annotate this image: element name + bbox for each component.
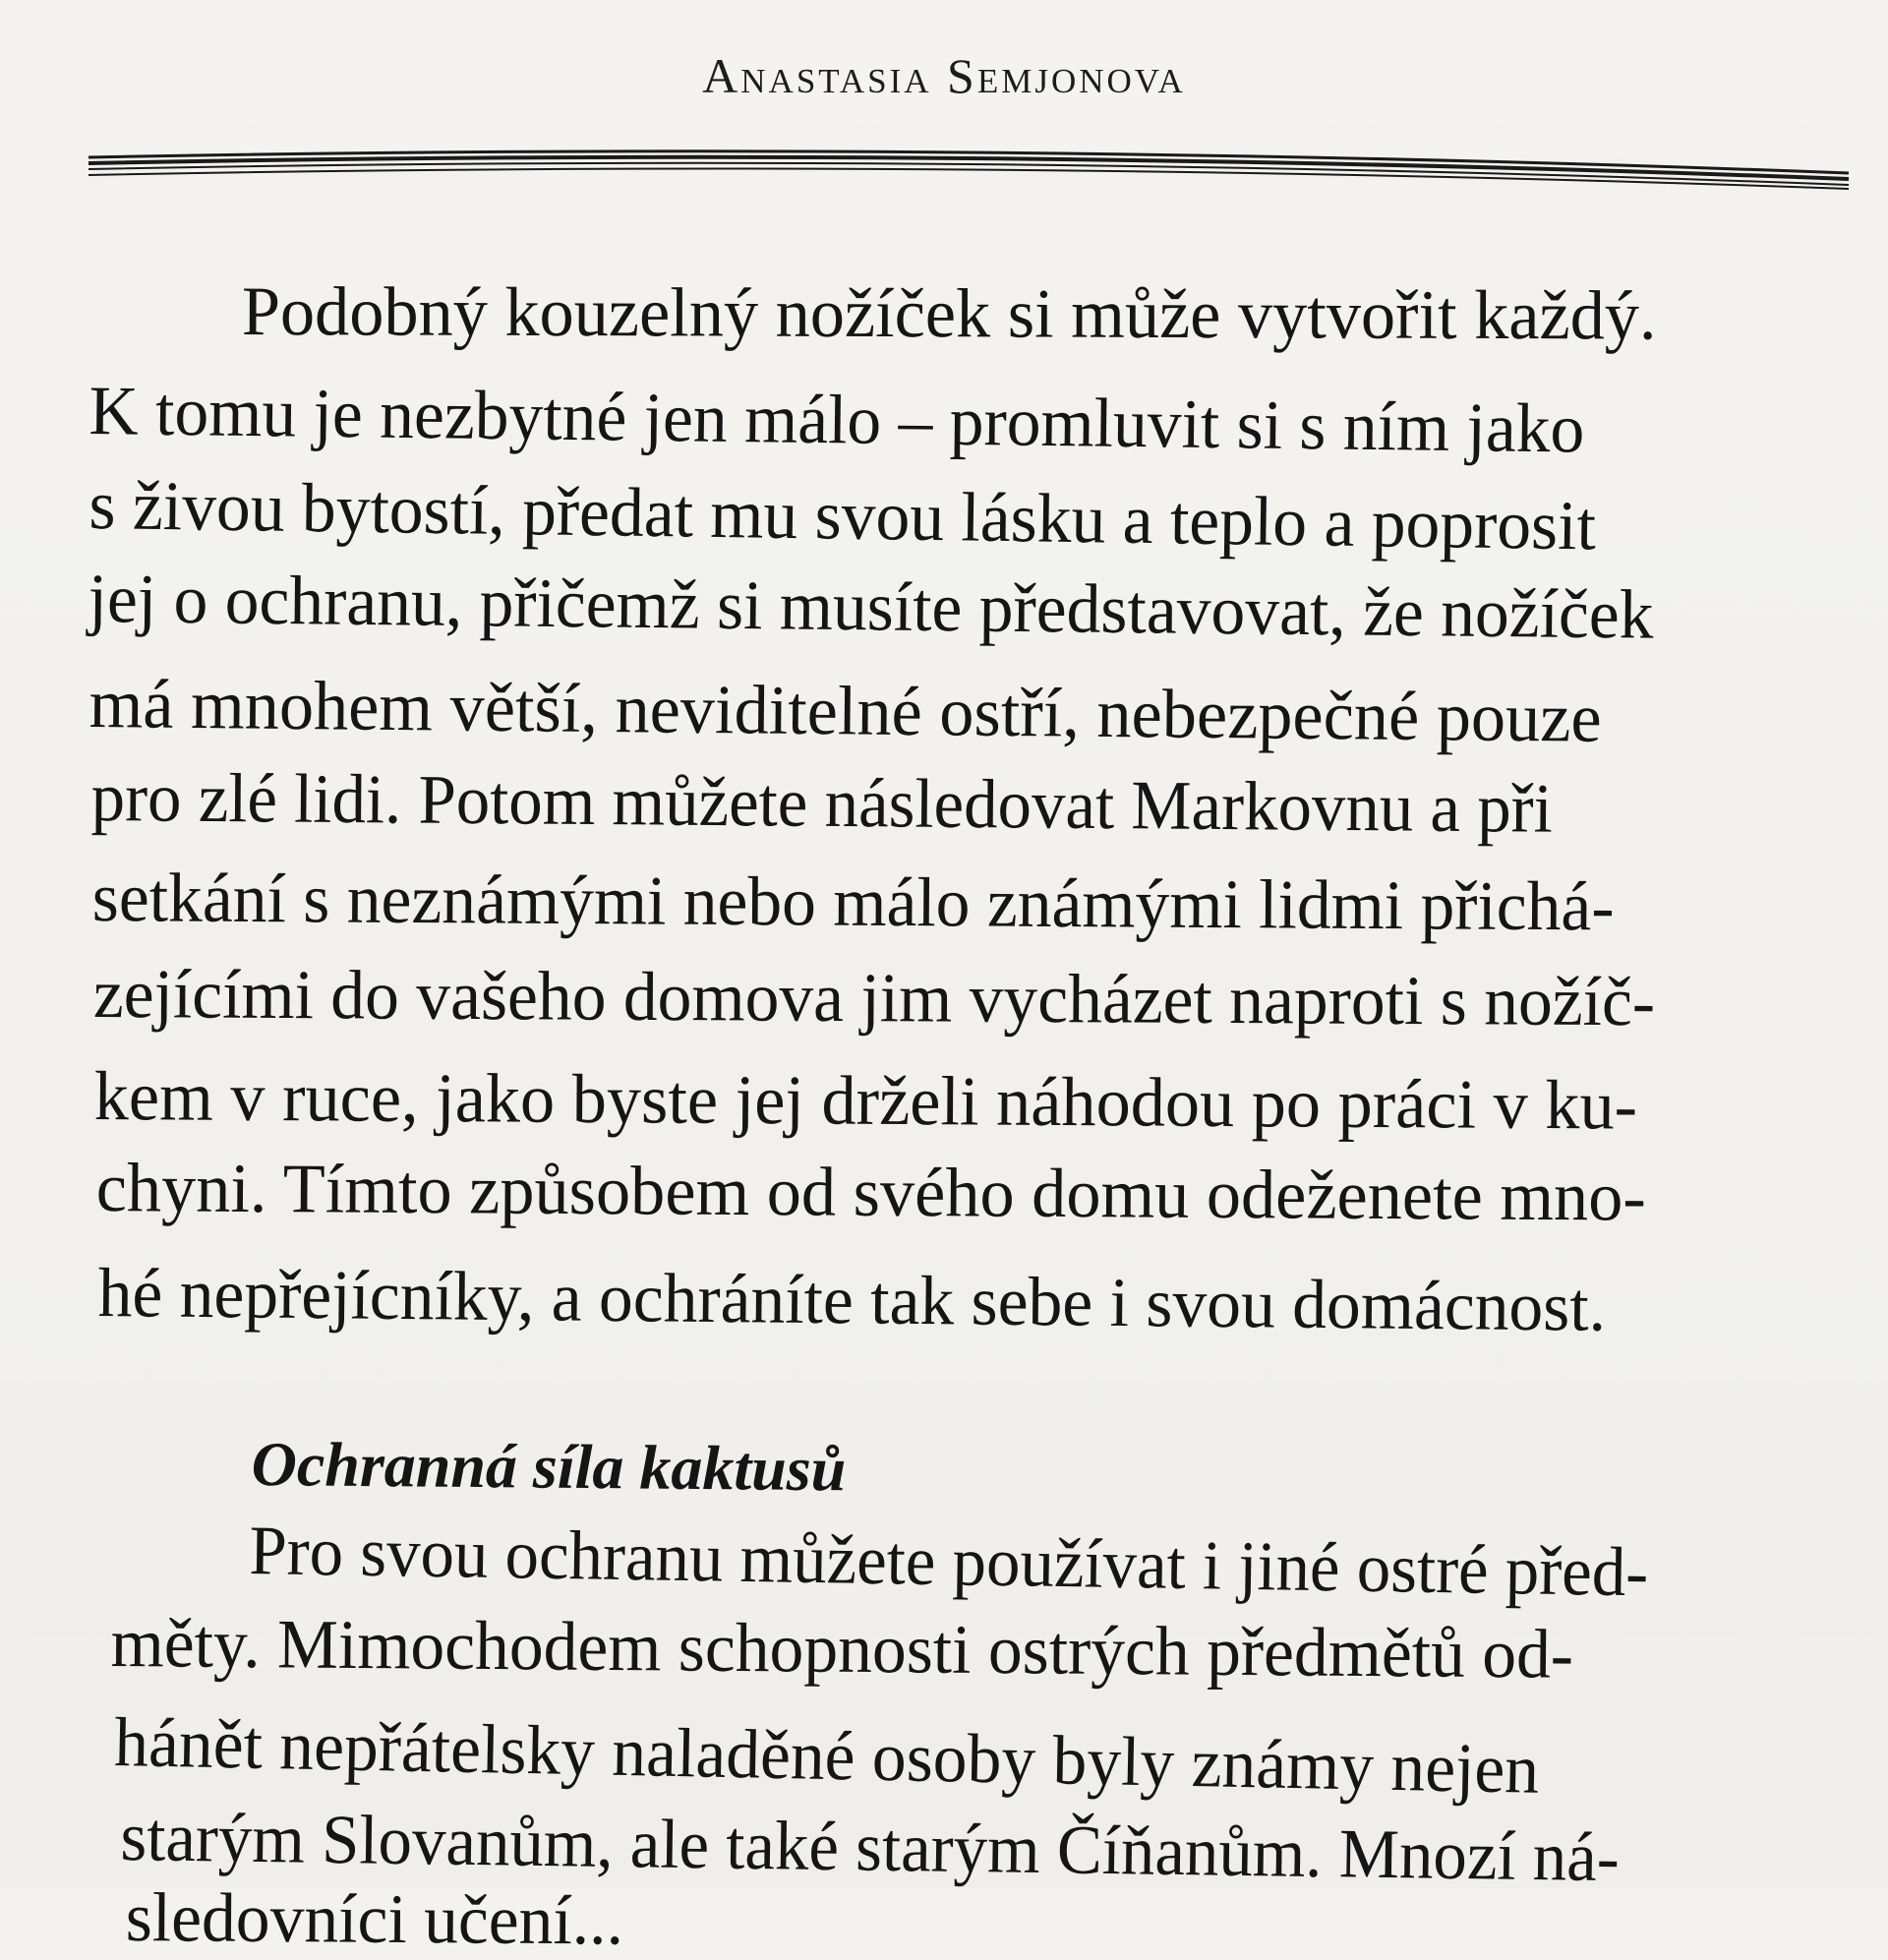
paragraph-1-line: chyni. Tímto způsobem od svého domu odeženete mno-: [95, 1150, 1646, 1236]
paragraph-1-line: setkání s neznámými nebo málo známými lidmi přichá-: [91, 860, 1615, 946]
paragraph-1-line: má mnohem větší, neviditelné ostří, nebezpečné pouze: [88, 666, 1603, 757]
paragraph-1-line: hé nepřejícníky, a ochráníte tak sebe i svou domácnost.: [97, 1255, 1607, 1346]
paragraph-2-line: starým Slovanům, ale také starým Číňanům. Mnozí ná-: [119, 1799, 1621, 1897]
paragraph-1-line: pro zlé lidi. Potom můžete následovat Markovnu a při: [90, 759, 1554, 848]
paragraph-1-line: s živou bytostí, předat mu svou lásku a teplo a poprosit: [88, 467, 1597, 565]
paragraph-1-line: K tomu je nezbytné jen málo – promluvit si s ním jako: [88, 373, 1585, 468]
paragraph-1-line: kem v ruce, jako byste jej drželi náhodou po práci v ku-: [93, 1058, 1638, 1145]
section-heading: Ochranná síla kaktusů: [251, 1429, 847, 1505]
paragraph-1-line: zejícími do vašeho domova jim vycházet naproti s nožíč-: [92, 956, 1656, 1041]
paragraph-1-line: jej o ochranu, přičemž si musíte představovat, že nožíček: [88, 561, 1654, 654]
paragraph-2-line: Pro svou ochranu můžete používat i jiné ostré před-: [248, 1513, 1649, 1612]
paragraph-2-line: měty. Mimochodem schopnosti ostrých předmětů od-: [110, 1605, 1574, 1693]
running-head-author: Anastasia Semjonova: [702, 48, 1186, 103]
paragraph-2-line: sledovníci učení...: [125, 1879, 624, 1960]
paragraph-2-line: hánět nepřátelsky naladěné osoby byly známy nejen: [113, 1704, 1540, 1809]
paragraph-1-line: Podobný kouzelný nožíček si může vytvořit každý.: [241, 273, 1657, 355]
